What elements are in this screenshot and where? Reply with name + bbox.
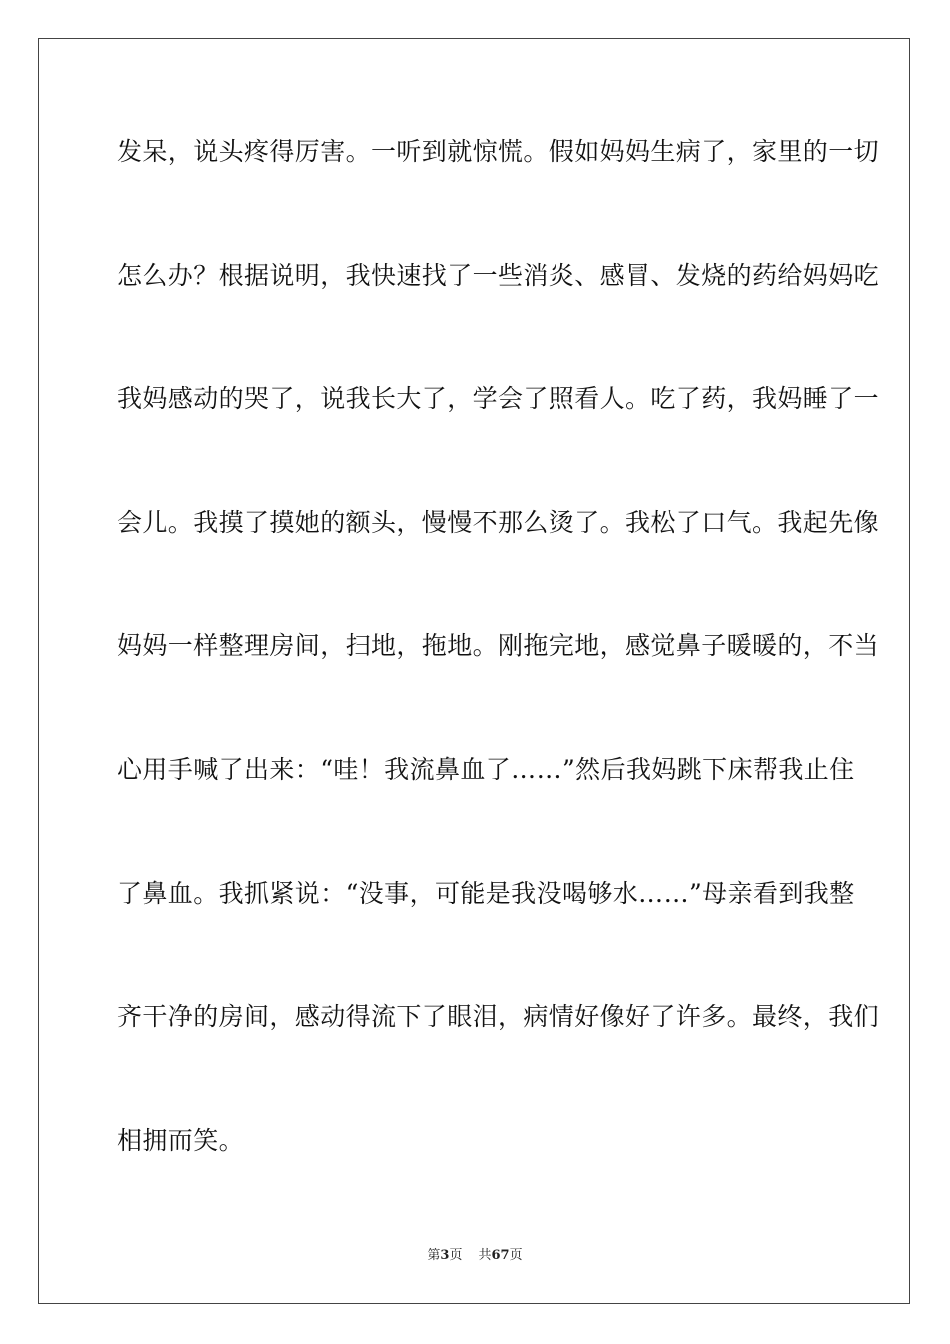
page-unit: 页 (449, 1248, 463, 1263)
text-line: 了鼻血。我抓紧说：“没事，可能是我没喝够水……”母亲看到我整 (117, 878, 855, 908)
text-line: 我妈感动的哭了，说我长大了，学会了照看人。吃了药，我妈睡了一 (117, 384, 880, 414)
text-line: 发呆，说头疼得厉害。一听到就惊慌。假如妈妈生病了，家里的一切 (117, 137, 880, 166)
text-line: 齐干净的房间，感动得流下了眼泪，病情好像好了许多。最终，我们 (117, 1002, 880, 1032)
text-line: 会儿。我摸了摸她的额头，慢慢不那么烫了。我松了口气。我起先像 (117, 507, 880, 537)
page-footer (0, 1247, 950, 1265)
page-prefix: 第 (427, 1248, 441, 1263)
total-unit: 页 (509, 1248, 523, 1263)
text-line: 怎么办？根据说明，我快速找了一些消炎、感冒、发烧的药给妈妈吃 (117, 260, 880, 290)
text-line: 心用手喊了出来：“哇！我流鼻血了……”然后我妈跳下床帮我止住 (117, 754, 855, 784)
page-number-label (427, 1248, 462, 1263)
text-line: 相拥而笑。 (117, 1125, 245, 1155)
page-total-label (478, 1248, 522, 1263)
page-total: 67 (491, 1248, 510, 1263)
document-body (117, 130, 880, 1242)
page-current: 3 (440, 1248, 450, 1263)
text-line: 妈妈一样整理房间，扫地，拖地。刚拖完地，感觉鼻子暖暖的，不当 (117, 631, 880, 661)
total-prefix: 共 (478, 1248, 492, 1263)
